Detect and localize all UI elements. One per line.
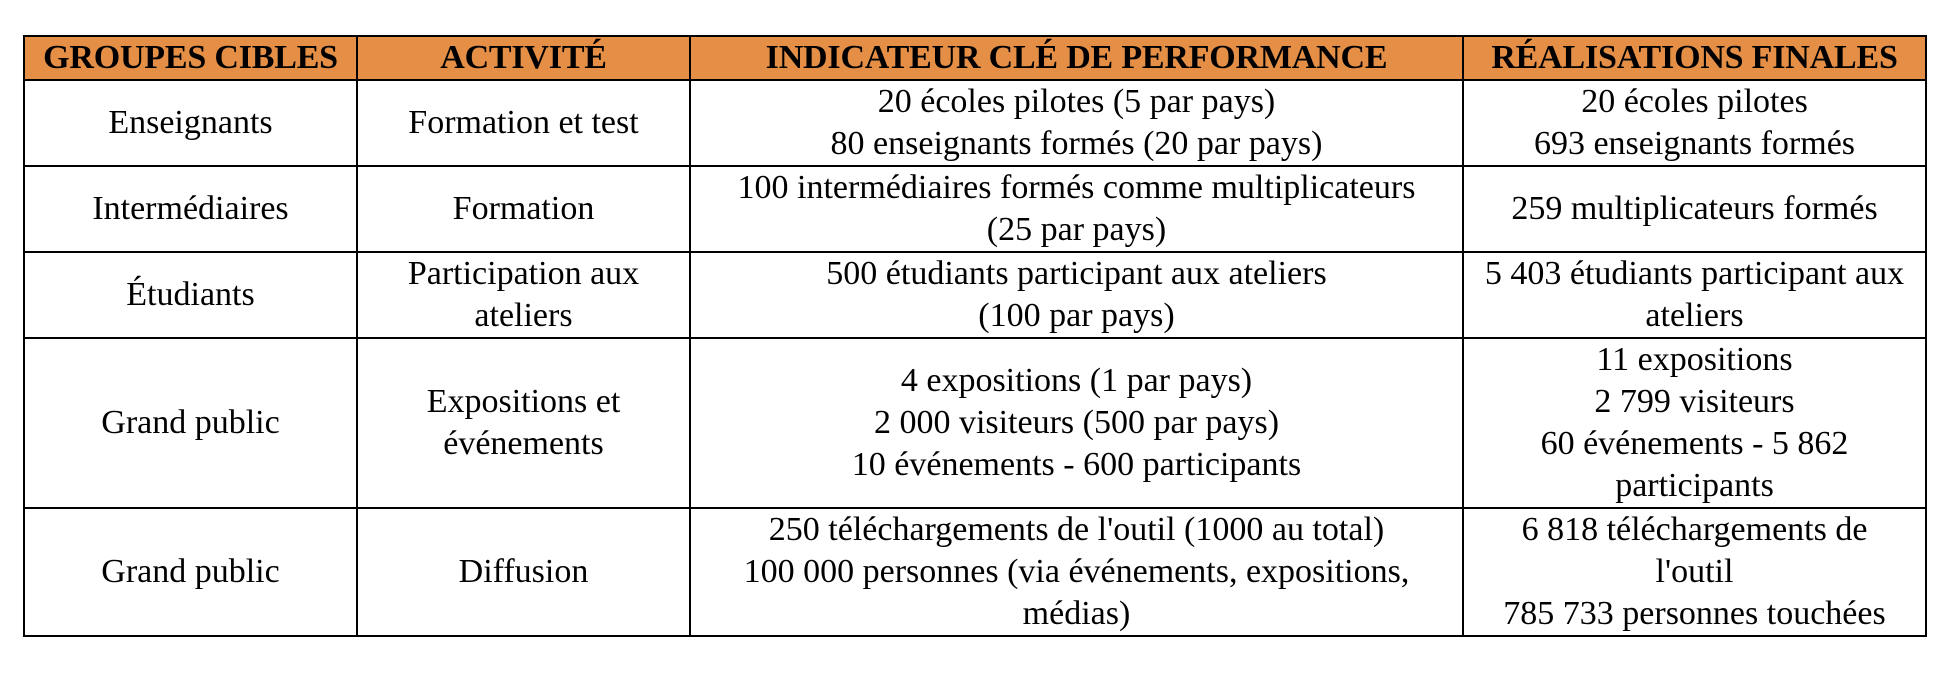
cell-line: 80 enseignants formés (20 par pays): [830, 125, 1323, 162]
cell-line: ateliers: [474, 297, 573, 334]
cell-line: 6 818 téléchargements de: [1521, 511, 1868, 548]
cell-line: 2 799 visiteurs: [1594, 383, 1795, 420]
header-final-results: RÉALISATIONS FINALES: [1463, 36, 1926, 80]
cell-line: Formation: [452, 190, 595, 227]
cell-line: (100 par pays): [978, 297, 1175, 334]
cell-line: événements: [443, 425, 604, 462]
cell-results: [1463, 252, 1926, 338]
cell-line: Participation aux: [407, 255, 640, 292]
table-row: [24, 508, 1926, 636]
cell-results: [1463, 338, 1926, 508]
cell-line: (25 par pays): [986, 211, 1167, 248]
cell-kpi: [690, 252, 1463, 338]
cell-line: 60 événements - 5 862: [1540, 425, 1849, 462]
cell-results: [1463, 508, 1926, 636]
cell-line: Formation et test: [408, 104, 639, 141]
table-row: [24, 252, 1926, 338]
cell-line: l'outil: [1655, 553, 1734, 590]
cell-group: [24, 508, 357, 636]
cell-line: 11 expositions: [1596, 341, 1793, 378]
cell-line: 2 000 visiteurs (500 par pays): [873, 404, 1280, 441]
cell-activity: [357, 166, 690, 252]
cell-group: [24, 252, 357, 338]
cell-line: 693 enseignants formés: [1533, 125, 1856, 162]
cell-line: Étudiants: [126, 276, 255, 313]
cell-line: 5 403 étudiants participant aux: [1484, 255, 1905, 292]
cell-line: ateliers: [1645, 297, 1744, 334]
cell-activity: [357, 80, 690, 166]
cell-line: 785 733 personnes touchées: [1503, 595, 1886, 632]
cell-line: 500 étudiants participant aux ateliers: [826, 255, 1327, 292]
cell-activity: [357, 338, 690, 508]
cell-group: [24, 166, 357, 252]
cell-kpi: [690, 80, 1463, 166]
table-row: [24, 80, 1926, 166]
cell-line: 20 écoles pilotes (5 par pays): [877, 83, 1276, 120]
cell-line: Grand public: [101, 404, 280, 441]
cell-line: Expositions et: [426, 383, 621, 420]
table-header-row: [24, 36, 1926, 80]
table-row: [24, 338, 1926, 508]
cell-line: participants: [1615, 467, 1774, 504]
cell-line: 259 multiplicateurs formés: [1511, 190, 1878, 227]
cell-kpi: [690, 338, 1463, 508]
cell-kpi: [690, 508, 1463, 636]
header-target-groups: GROUPES CIBLES: [24, 36, 357, 80]
header-kpi: INDICATEUR CLÉ DE PERFORMANCE: [690, 36, 1463, 80]
header-activity: ACTIVITÉ: [357, 36, 690, 80]
cell-line: 250 téléchargements de l'outil (1000 au total): [768, 511, 1385, 548]
cell-line: Grand public: [101, 553, 280, 590]
cell-kpi: [690, 166, 1463, 252]
cell-line: 4 expositions (1 par pays): [900, 362, 1253, 399]
cell-line: médias): [1022, 595, 1131, 632]
cell-line: 10 événements - 600 participants: [851, 446, 1302, 483]
cell-group: [24, 80, 357, 166]
cell-line: 100 intermédiaires formés comme multiplicateurs: [737, 169, 1416, 206]
cell-results: [1463, 166, 1926, 252]
cell-activity: [357, 252, 690, 338]
cell-line: Diffusion: [458, 553, 589, 590]
cell-results: [1463, 80, 1926, 166]
kpi-table: [23, 35, 1927, 637]
cell-group: [24, 338, 357, 508]
cell-activity: [357, 508, 690, 636]
table-row: [24, 166, 1926, 252]
cell-line: Enseignants: [108, 104, 273, 141]
cell-line: Intermédiaires: [92, 190, 289, 227]
cell-line: 100 000 personnes (via événements, expositions,: [743, 553, 1410, 590]
cell-line: 20 écoles pilotes: [1581, 83, 1808, 120]
